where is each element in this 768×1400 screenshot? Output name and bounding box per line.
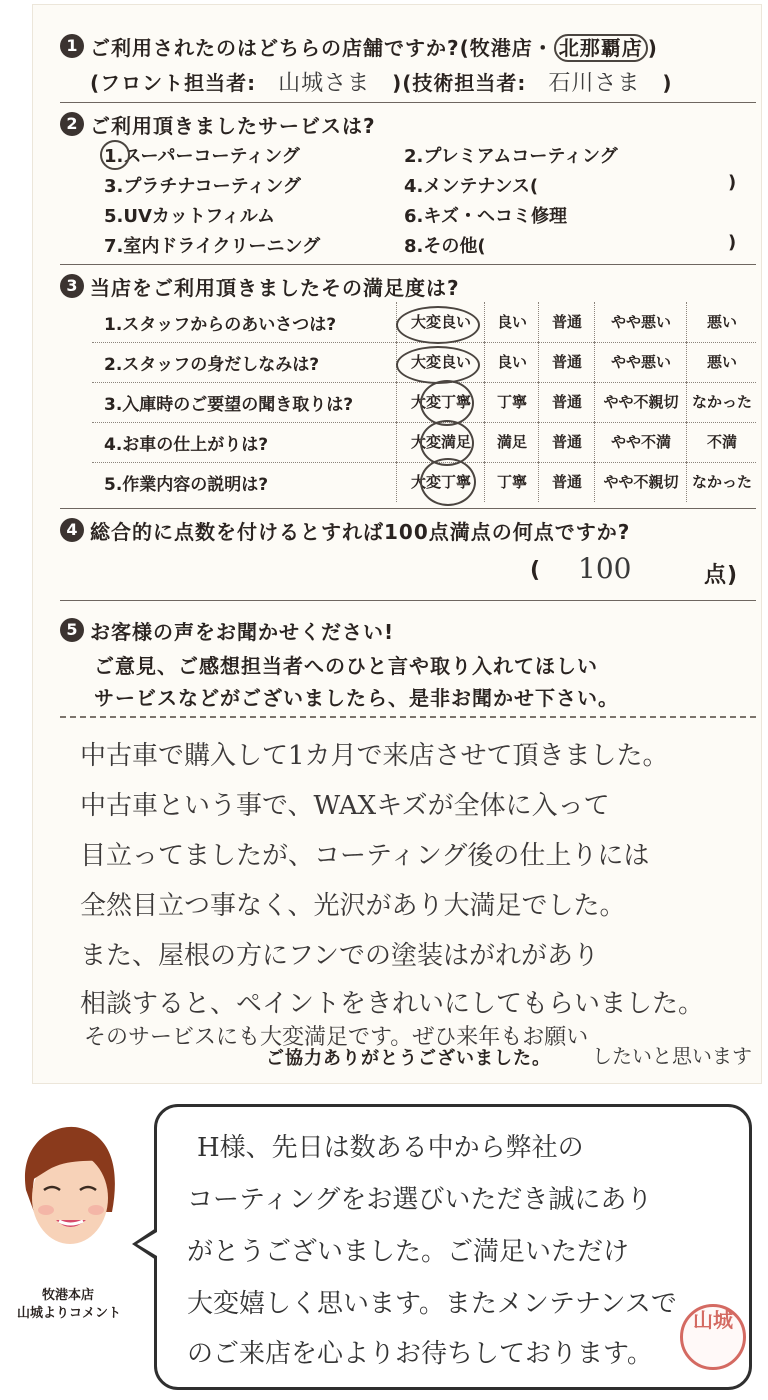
rating-option: なかった <box>686 462 757 502</box>
q1-close-paren: ) <box>647 36 658 60</box>
divider <box>60 102 756 103</box>
staff-portrait-icon <box>8 1120 128 1260</box>
rating-option: 普通 <box>538 342 595 382</box>
q1-staff-line <box>90 66 672 97</box>
service-option-7: 7.室内ドライクリーニング <box>104 236 321 257</box>
divider <box>60 716 756 718</box>
reply-line: 大変嬉しく思います。またメンテナンスで <box>187 1289 677 1319</box>
reply-line: H様、先日は数ある中から弊社の <box>197 1133 584 1163</box>
store-option-dot: ・ <box>532 36 554 60</box>
q1-question-text: ご利用されたのはどちらの店舗ですか?( <box>90 36 470 60</box>
selected-mark <box>100 140 130 170</box>
bubble-tail-inner <box>137 1232 157 1256</box>
q5-question: お客様の声をお聞かせください! <box>90 620 395 644</box>
score-open-paren: ( <box>530 558 542 583</box>
q2-question: ご利用頂きましたサービスは? <box>90 114 376 138</box>
divider <box>60 264 756 265</box>
service-option-4: 4.メンテナンス( <box>404 176 539 197</box>
rating-option: 普通 <box>538 422 595 462</box>
comment-line: 目立ってましたが、コーティング後の仕上りには <box>80 841 650 871</box>
rating-option: 大変丁寧 <box>396 382 485 422</box>
rating-question: 3.入庫時のご要望の聞き取りは? <box>104 395 354 415</box>
store-option-makiminato: 牧港店 <box>469 36 533 60</box>
rating-option: 良い <box>484 342 539 382</box>
comment-line: そのサービスにも大変満足です。ぜひ来年もお願い <box>84 1025 589 1050</box>
rating-option: やや不親切 <box>594 462 687 502</box>
rating-option: 普通 <box>538 382 595 422</box>
rating-option: 悪い <box>686 342 757 382</box>
q3-question: 当店をご利用頂きましたその満足度は? <box>90 276 460 300</box>
front-staff-label: (フロント担当者: <box>90 71 257 95</box>
rating-option: 大変良い <box>396 302 485 342</box>
thanks-message: ご協力ありがとうございました。 <box>266 1048 551 1069</box>
score-unit: 点) <box>704 563 739 588</box>
reply-line: がとうございました。ご満足いただけ <box>187 1237 630 1267</box>
selected-mark <box>396 346 480 384</box>
avatar <box>8 1120 128 1260</box>
rating-option: やや不満 <box>594 422 687 462</box>
selected-mark <box>420 458 476 506</box>
reply-line: コーティングをお選びいただき誠にあり <box>187 1185 653 1215</box>
rating-option: 大変良い <box>396 342 485 382</box>
service-option-3: 3.プラチナコーティング <box>104 176 301 197</box>
comment-line: 全然目立つ事なく、光沢があり大満足でした。 <box>80 891 626 921</box>
comment-line: 中古車という事で、WAXキズが全体に入って <box>80 791 610 821</box>
rating-option: やや不親切 <box>594 382 687 422</box>
comment-line: 相談すると、ペイントをきれいにしてもらいました。 <box>80 989 705 1019</box>
service-option-1: 1.スーパーコーティング <box>104 146 300 167</box>
service-option-6: 6.キズ・ヘコミ修理 <box>404 206 568 227</box>
service-option-2: 2.プレミアムコーティング <box>404 146 618 167</box>
rating-option: 丁寧 <box>484 382 539 422</box>
q2-number-badge: 2 <box>60 112 84 136</box>
store-option-kitanaha: 北那覇店 <box>554 34 648 62</box>
rating-question: 1.スタッフからのあいさつは? <box>104 315 337 335</box>
rating-question: 5.作業内容の説明は? <box>104 475 269 495</box>
rating-option: 大変丁寧 <box>396 462 485 502</box>
service-option-5: 5.UVカットフィルム <box>104 206 276 227</box>
divider <box>60 508 756 509</box>
rating-option: 不満 <box>686 422 757 462</box>
selected-mark <box>396 306 480 344</box>
tech-staff-label: )(技術担当者: <box>392 71 527 95</box>
rating-option: 悪い <box>686 302 757 342</box>
staff-store: 牧港本店 <box>41 1288 94 1303</box>
reply-line: のご来店を心よりお待ちしております。 <box>187 1339 653 1369</box>
q1-number-badge: 1 <box>60 34 84 58</box>
q3-number-badge: 3 <box>60 274 84 298</box>
q5-subtext-1: ご意見、ご感想担当者へのひと言や取り入れてほしい <box>94 654 598 678</box>
rating-option: 良い <box>484 302 539 342</box>
service-option-4-close: ) <box>728 172 737 193</box>
comment-line: 中古車で購入して1カ月で来店させて頂きました。 <box>80 741 669 771</box>
front-staff-value: 山城さま <box>278 71 371 96</box>
comment-line: また、屋根の方にフンでの塗装はがれがあり <box>80 941 599 971</box>
service-option-8: 8.その他( <box>404 236 486 257</box>
rating-option: 普通 <box>538 302 595 342</box>
staff-caption: 山城よりコメント <box>16 1306 121 1321</box>
q4-number-badge: 4 <box>60 518 84 542</box>
rating-option: やや悪い <box>594 302 687 342</box>
q1-question <box>90 32 658 61</box>
comment-line: したいと思います <box>592 1044 752 1068</box>
service-option-8-close: ) <box>728 232 737 253</box>
staff-reply-bubble <box>154 1104 752 1390</box>
rating-option: 普通 <box>538 462 595 502</box>
name-stamp: 山城 <box>680 1304 746 1370</box>
rating-option: なかった <box>686 382 757 422</box>
score-value: 100 <box>578 552 632 585</box>
rating-question: 2.スタッフの身だしなみは? <box>104 355 320 375</box>
divider <box>60 600 756 601</box>
rating-option: 大変満足 <box>396 422 485 462</box>
rating-option: 丁寧 <box>484 462 539 502</box>
rating-option: やや悪い <box>594 342 687 382</box>
q4-question: 総合的に点数を付けるとすれば100点満点の何点ですか? <box>90 520 631 544</box>
rating-option: 満足 <box>484 422 539 462</box>
tech-staff-close: ) <box>662 71 673 95</box>
tech-staff-value: 石川さま <box>548 71 641 96</box>
rating-question: 4.お車の仕上がりは? <box>104 435 269 455</box>
q5-number-badge: 5 <box>60 618 84 642</box>
q5-subtext-2: サービスなどがございましたら、是非お聞かせ下さい。 <box>94 686 619 710</box>
